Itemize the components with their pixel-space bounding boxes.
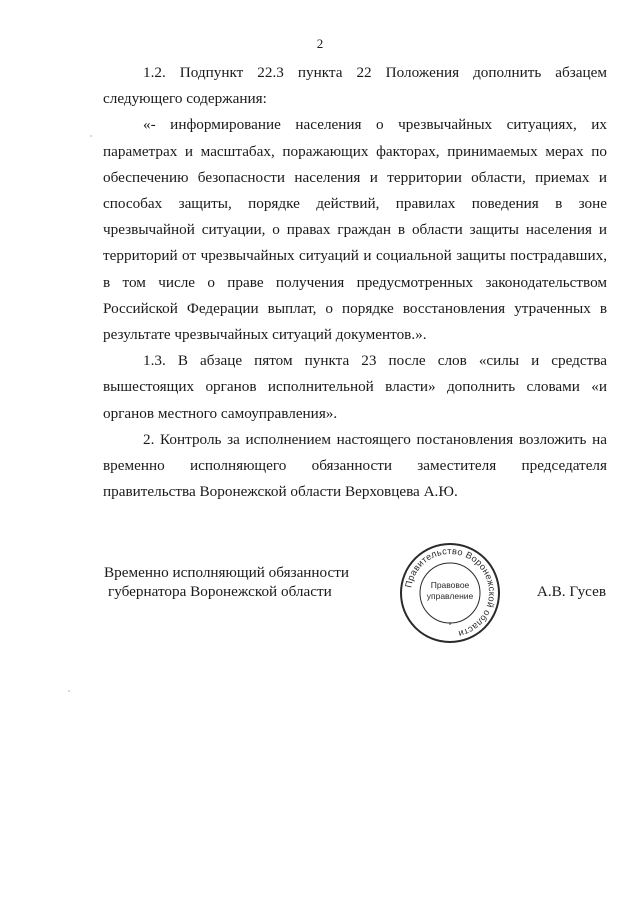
paragraph-1-2: 1.2. Подпункт 22.3 пункта 22 Положения дополнить абзацем следующего содержания: [103,64,607,108]
paragraph-1-3: 1.3. В абзаце пятом пункта 23 после слов «силы и средства вышестоящих органов исполнительной власти» дополнить словами «и органов местного самоуправления». [103,352,607,422]
page-number: 2 [316,36,324,51]
signatory-title [104,563,349,601]
signatory-title-line1: Временно исполняющий обязанности [104,564,350,581]
signatory-title-line2: губернатора Воронежской области [108,583,332,600]
paragraph-quote: «- информирование населения о чрезвычайных ситуациях, их параметрах и масштабах, поражающих факторах, принимаемых мерах по обеспечению безопасности населения и территории области, приемах и способах защиты, порядке действий, правилах поведения в зоне чрезвычайной ситуации, о правах граждан в области защиты населения и территорий от чрезвычайных ситуаций и социальной защиты пострадавших, в том числе о праве получения предусмотренных законодательством Российской Федерации выплат, о порядке восстановления утраченных в результате чрезвычайных ситуаций документов.». [103,116,607,344]
signatory-name: А.В. Гусев [536,583,606,600]
stamp-inner-line2: управление [426,591,474,601]
stamp-outer-text: Правительство Воронежской области [403,545,498,640]
stamp-inner-line1: Правовое [430,580,470,590]
stamp-star: * [448,621,452,630]
stamp-seal-icon [398,541,502,645]
document-body [103,60,607,505]
official-stamp [398,541,502,645]
scan-speck [90,135,92,137]
scan-speck [68,690,70,692]
paragraph-2: 2. Контроль за исполнением настоящего постановления возложить на временно исполняющего обязанности заместителя председателя правительства Воронежской области Верховцева А.Ю. [103,430,607,501]
